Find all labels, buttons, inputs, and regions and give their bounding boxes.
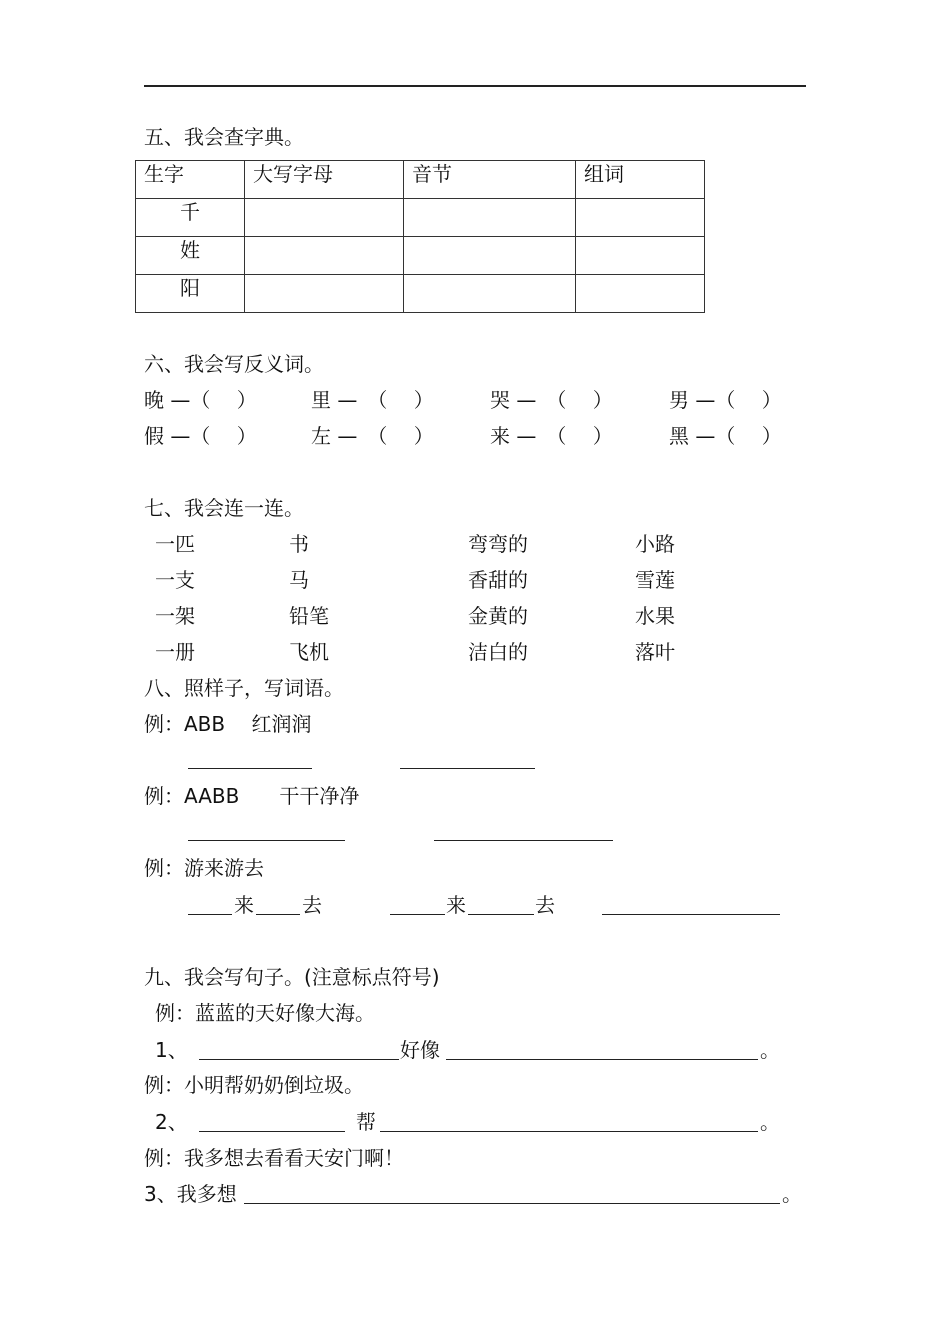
answer-line[interactable] bbox=[188, 840, 345, 841]
keyword: 好像 bbox=[400, 1038, 440, 1062]
match-item: 弯弯的 bbox=[468, 532, 528, 556]
example-sentence-3: 例：我多想去看看天安门啊！ bbox=[144, 1146, 404, 1170]
example-lai-qu: 例：游来游去 bbox=[144, 856, 264, 880]
answer-line[interactable] bbox=[199, 1131, 345, 1132]
qu-char: 去 bbox=[535, 893, 555, 917]
match-item: 一支 bbox=[155, 568, 195, 592]
answer-line[interactable] bbox=[244, 1203, 780, 1204]
match-item: 雪莲 bbox=[635, 568, 675, 592]
answer-line[interactable] bbox=[602, 914, 780, 915]
period: 。 bbox=[760, 1110, 780, 1134]
header-cell: 组词 bbox=[576, 161, 705, 199]
dictionary-table bbox=[135, 160, 705, 313]
antonym-item: 左 — （ ） bbox=[311, 424, 434, 448]
antonym-item: 黑 —（ ） bbox=[669, 424, 782, 448]
item-number: 2、 bbox=[155, 1110, 188, 1134]
table-row bbox=[136, 199, 705, 237]
answer-cell[interactable] bbox=[404, 199, 576, 237]
item-3-prompt: 3、我多想 bbox=[144, 1182, 237, 1206]
item-number: 1、 bbox=[155, 1038, 188, 1062]
match-item: 洁白的 bbox=[468, 640, 528, 664]
period: 。 bbox=[760, 1038, 780, 1062]
lai-char: 来 bbox=[234, 893, 254, 917]
header-cell: 大写字母 bbox=[245, 161, 404, 199]
antonym-item: 来 — （ ） bbox=[490, 424, 613, 448]
match-item: 小路 bbox=[635, 532, 675, 556]
answer-line[interactable] bbox=[446, 1059, 758, 1060]
lai-char: 来 bbox=[446, 893, 466, 917]
answer-line[interactable] bbox=[468, 914, 534, 915]
header-cell: 音节 bbox=[404, 161, 576, 199]
match-item: 飞机 bbox=[289, 640, 329, 664]
match-item: 落叶 bbox=[635, 640, 675, 664]
example-abb: 例：ABB 红润润 bbox=[144, 712, 312, 736]
answer-line[interactable] bbox=[434, 840, 613, 841]
answer-line[interactable] bbox=[390, 914, 445, 915]
example-sentence-1: 例：蓝蓝的天好像大海。 bbox=[155, 1001, 375, 1025]
match-item: 马 bbox=[289, 568, 309, 592]
answer-cell[interactable] bbox=[576, 199, 705, 237]
qu-char: 去 bbox=[302, 893, 322, 917]
match-item: 一架 bbox=[155, 604, 195, 628]
keyword: 帮 bbox=[356, 1110, 376, 1134]
period: 。 bbox=[782, 1182, 802, 1206]
example-aabb: 例：AABB 干干净净 bbox=[144, 784, 360, 808]
section-8-title: 八、照样子，写词语。 bbox=[144, 676, 344, 700]
match-item: 水果 bbox=[635, 604, 675, 628]
antonym-item: 里 — （ ） bbox=[311, 388, 434, 412]
answer-cell[interactable] bbox=[576, 275, 705, 313]
antonym-item: 晚 —（ ） bbox=[144, 388, 257, 412]
match-item: 一匹 bbox=[155, 532, 195, 556]
table-row bbox=[136, 275, 705, 313]
answer-line[interactable] bbox=[188, 914, 232, 915]
antonym-item: 男 —（ ） bbox=[669, 388, 782, 412]
match-item: 香甜的 bbox=[468, 568, 528, 592]
section-6-title: 六、我会写反义词。 bbox=[144, 352, 324, 376]
match-item: 金黄的 bbox=[468, 604, 528, 628]
match-item: 书 bbox=[289, 532, 309, 556]
antonym-item: 哭 — （ ） bbox=[490, 388, 613, 412]
char-cell: 姓 bbox=[136, 237, 245, 275]
answer-cell[interactable] bbox=[404, 275, 576, 313]
answer-line[interactable] bbox=[188, 768, 312, 769]
answer-cell[interactable] bbox=[576, 237, 705, 275]
answer-cell[interactable] bbox=[404, 237, 576, 275]
answer-cell[interactable] bbox=[245, 275, 404, 313]
char-cell: 千 bbox=[136, 199, 245, 237]
example-sentence-2: 例：小明帮奶奶倒垃圾。 bbox=[144, 1073, 364, 1097]
section-9-title: 九、我会写句子。(注意标点符号) bbox=[144, 965, 440, 989]
section-5-title: 五、我会查字典。 bbox=[144, 125, 304, 149]
table-header-row bbox=[136, 161, 705, 199]
answer-cell[interactable] bbox=[245, 237, 404, 275]
answer-line[interactable] bbox=[380, 1131, 758, 1132]
table-row bbox=[136, 237, 705, 275]
answer-line[interactable] bbox=[256, 914, 300, 915]
answer-line[interactable] bbox=[199, 1059, 399, 1060]
match-item: 铅笔 bbox=[289, 604, 329, 628]
answer-line[interactable] bbox=[400, 768, 535, 769]
char-cell: 阳 bbox=[136, 275, 245, 313]
top-rule bbox=[144, 85, 806, 87]
match-item: 一册 bbox=[155, 640, 195, 664]
section-7-title: 七、我会连一连。 bbox=[144, 496, 304, 520]
antonym-item: 假 —（ ） bbox=[144, 424, 257, 448]
header-cell: 生字 bbox=[136, 161, 245, 199]
answer-cell[interactable] bbox=[245, 199, 404, 237]
